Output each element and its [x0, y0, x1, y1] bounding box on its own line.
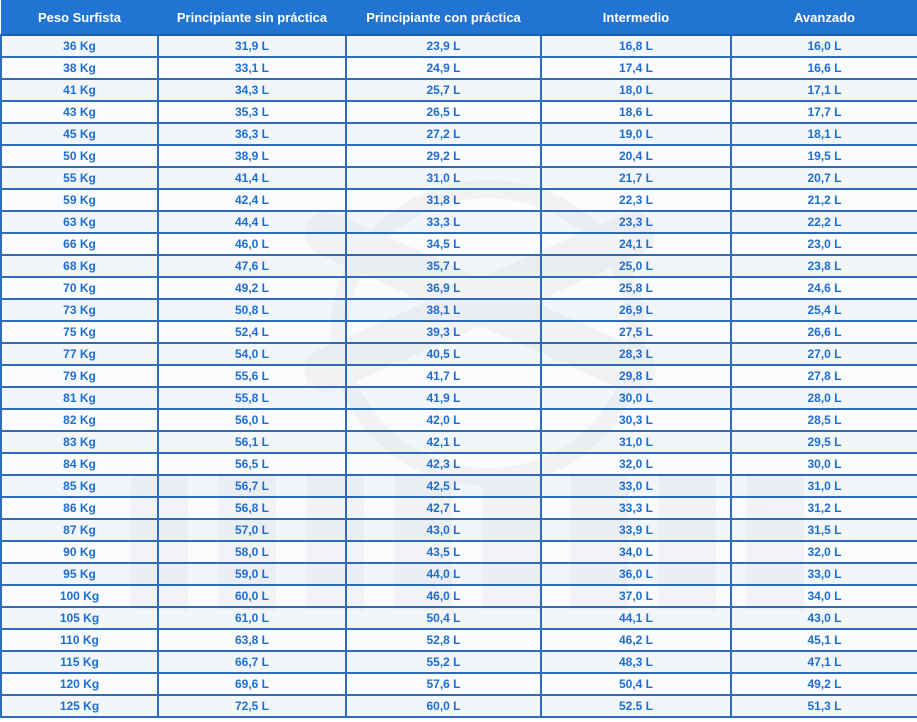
volume-cell: 46,0 L: [158, 233, 346, 255]
weight-cell: 105 Kg: [1, 607, 158, 629]
weight-cell: 63 Kg: [1, 211, 158, 233]
volume-cell: 31,2 L: [731, 497, 917, 519]
volume-cell: 31,0 L: [731, 475, 917, 497]
volume-cell: 24,6 L: [731, 277, 917, 299]
volume-cell: 41,4 L: [158, 167, 346, 189]
volume-cell: 54,0 L: [158, 343, 346, 365]
weight-cell: 59 Kg: [1, 189, 158, 211]
weight-cell: 43 Kg: [1, 101, 158, 123]
column-header-principiante-sin-practica: Principiante sin práctica: [158, 0, 346, 35]
column-header-peso-surfista: Peso Surfista: [1, 0, 158, 35]
volume-cell: 33,1 L: [158, 57, 346, 79]
volume-cell: 46,0 L: [346, 585, 541, 607]
volume-cell: 41,9 L: [346, 387, 541, 409]
table-row: [1, 431, 917, 453]
volume-cell: 45,1 L: [731, 629, 917, 651]
volume-cell: 18,0 L: [541, 79, 731, 101]
volume-cell: 31,5 L: [731, 519, 917, 541]
volume-cell: 26,6 L: [731, 321, 917, 343]
volume-cell: 34,0 L: [541, 541, 731, 563]
volume-cell: 30,0 L: [731, 453, 917, 475]
volume-cell: 60,0 L: [158, 585, 346, 607]
volume-cell: 20,7 L: [731, 167, 917, 189]
volume-cell: 16,6 L: [731, 57, 917, 79]
volume-cell: 42,7 L: [346, 497, 541, 519]
volume-cell: 33,0 L: [541, 475, 731, 497]
weight-cell: 77 Kg: [1, 343, 158, 365]
volume-cell: 23,8 L: [731, 255, 917, 277]
weight-cell: 68 Kg: [1, 255, 158, 277]
volume-cell: 58,0 L: [158, 541, 346, 563]
volume-cell: 40,5 L: [346, 343, 541, 365]
weight-cell: 125 Kg: [1, 695, 158, 717]
volume-cell: 30,0 L: [541, 387, 731, 409]
volume-cell: 37,0 L: [541, 585, 731, 607]
weight-cell: 50 Kg: [1, 145, 158, 167]
volume-cell: 55,2 L: [346, 651, 541, 673]
table-row: [1, 101, 917, 123]
volume-cell: 31,0 L: [346, 167, 541, 189]
table-row: [1, 541, 917, 563]
volume-cell: 66,7 L: [158, 651, 346, 673]
volume-cell: 55,8 L: [158, 387, 346, 409]
volume-cell: 27,8 L: [731, 365, 917, 387]
volume-cell: 18,6 L: [541, 101, 731, 123]
volume-cell: 21,2 L: [731, 189, 917, 211]
table-body: [1, 35, 917, 717]
volume-cell: 49,2 L: [731, 673, 917, 695]
weight-cell: 66 Kg: [1, 233, 158, 255]
volume-cell: 33,9 L: [541, 519, 731, 541]
weight-cell: 82 Kg: [1, 409, 158, 431]
volume-cell: 31,9 L: [158, 35, 346, 57]
table-row: [1, 167, 917, 189]
weight-cell: 81 Kg: [1, 387, 158, 409]
weight-cell: 86 Kg: [1, 497, 158, 519]
volume-cell: 21,7 L: [541, 167, 731, 189]
weight-cell: 41 Kg: [1, 79, 158, 101]
volume-cell: 50,8 L: [158, 299, 346, 321]
volume-cell: 25,7 L: [346, 79, 541, 101]
volume-cell: 28,5 L: [731, 409, 917, 431]
header-row: [1, 0, 917, 35]
volume-cell: 44,0 L: [346, 563, 541, 585]
volume-cell: 56,7 L: [158, 475, 346, 497]
weight-cell: 38 Kg: [1, 57, 158, 79]
volume-cell: 36,3 L: [158, 123, 346, 145]
table-row: [1, 255, 917, 277]
volume-cell: 42,0 L: [346, 409, 541, 431]
table-row: [1, 35, 917, 57]
table-row: [1, 277, 917, 299]
volume-cell: 35,3 L: [158, 101, 346, 123]
volume-cell: 27,0 L: [731, 343, 917, 365]
table-row: [1, 343, 917, 365]
volume-cell: 56,0 L: [158, 409, 346, 431]
weight-cell: 55 Kg: [1, 167, 158, 189]
volume-cell: 52,4 L: [158, 321, 346, 343]
volume-cell: 23,9 L: [346, 35, 541, 57]
volume-cell: 16,0 L: [731, 35, 917, 57]
table-row: [1, 79, 917, 101]
volume-cell: 55,6 L: [158, 365, 346, 387]
volume-cell: 31,0 L: [541, 431, 731, 453]
volume-cell: 25,0 L: [541, 255, 731, 277]
table-row: [1, 233, 917, 255]
volume-cell: 28,3 L: [541, 343, 731, 365]
volume-cell: 52,8 L: [346, 629, 541, 651]
volume-cell: 42,4 L: [158, 189, 346, 211]
volume-cell: 16,8 L: [541, 35, 731, 57]
volume-cell: 24,9 L: [346, 57, 541, 79]
volume-cell: 29,2 L: [346, 145, 541, 167]
volume-cell: 34,5 L: [346, 233, 541, 255]
volume-cell: 36,9 L: [346, 277, 541, 299]
volume-cell: 50,4 L: [541, 673, 731, 695]
volume-cell: 34,3 L: [158, 79, 346, 101]
volume-cell: 69,6 L: [158, 673, 346, 695]
table-row: [1, 57, 917, 79]
volume-cell: 25,4 L: [731, 299, 917, 321]
volume-cell: 20,4 L: [541, 145, 731, 167]
volume-cell: 38,9 L: [158, 145, 346, 167]
volume-cell: 46,2 L: [541, 629, 731, 651]
weight-cell: 84 Kg: [1, 453, 158, 475]
volume-cell: 19,5 L: [731, 145, 917, 167]
weight-cell: 70 Kg: [1, 277, 158, 299]
table-row: [1, 629, 917, 651]
volume-cell: 56,8 L: [158, 497, 346, 519]
volume-cell: 33,0 L: [731, 563, 917, 585]
volume-cell: 42,5 L: [346, 475, 541, 497]
volume-cell: 60,0 L: [346, 695, 541, 717]
column-header-principiante-con-practica: Principiante con práctica: [346, 0, 541, 35]
volume-cell: 57,6 L: [346, 673, 541, 695]
volume-cell: 19,0 L: [541, 123, 731, 145]
volume-cell: 47,1 L: [731, 651, 917, 673]
volume-cell: 17,1 L: [731, 79, 917, 101]
volume-cell: 59,0 L: [158, 563, 346, 585]
volume-cell: 63,8 L: [158, 629, 346, 651]
volume-cell: 23,0 L: [731, 233, 917, 255]
volume-cell: 17,4 L: [541, 57, 731, 79]
volume-cell: 17,7 L: [731, 101, 917, 123]
table-row: [1, 607, 917, 629]
volume-cell: 56,1 L: [158, 431, 346, 453]
volume-cell: 47,6 L: [158, 255, 346, 277]
weight-cell: 45 Kg: [1, 123, 158, 145]
table-row: [1, 475, 917, 497]
volume-cell: 29,8 L: [541, 365, 731, 387]
weight-cell: 90 Kg: [1, 541, 158, 563]
volume-cell: 30,3 L: [541, 409, 731, 431]
volume-cell: 33,3 L: [541, 497, 731, 519]
table-row: [1, 365, 917, 387]
table-row: [1, 189, 917, 211]
volume-cell: 43,0 L: [346, 519, 541, 541]
volume-cell: 32,0 L: [731, 541, 917, 563]
table-row: [1, 651, 917, 673]
column-header-avanzado: Avanzado: [731, 0, 917, 35]
weight-cell: 79 Kg: [1, 365, 158, 387]
volume-cell: 38,1 L: [346, 299, 541, 321]
weight-cell: 83 Kg: [1, 431, 158, 453]
table-row: [1, 299, 917, 321]
weight-cell: 73 Kg: [1, 299, 158, 321]
weight-cell: 120 Kg: [1, 673, 158, 695]
volume-cell: 31,8 L: [346, 189, 541, 211]
volume-cell: 18,1 L: [731, 123, 917, 145]
table-row: [1, 695, 917, 717]
column-header-intermedio: Intermedio: [541, 0, 731, 35]
volume-cell: 61,0 L: [158, 607, 346, 629]
volume-cell: 44,1 L: [541, 607, 731, 629]
weight-cell: 115 Kg: [1, 651, 158, 673]
table-row: [1, 453, 917, 475]
volume-cell: 36,0 L: [541, 563, 731, 585]
table-row: [1, 321, 917, 343]
volume-cell: 27,2 L: [346, 123, 541, 145]
weight-cell: 85 Kg: [1, 475, 158, 497]
volume-cell: 25,8 L: [541, 277, 731, 299]
weight-cell: 75 Kg: [1, 321, 158, 343]
volume-cell: 49,2 L: [158, 277, 346, 299]
volume-cell: 42,1 L: [346, 431, 541, 453]
volume-cell: 52.5 L: [541, 695, 731, 717]
weight-cell: 110 Kg: [1, 629, 158, 651]
volume-cell: 44,4 L: [158, 211, 346, 233]
volume-cell: 34,0 L: [731, 585, 917, 607]
table-row: [1, 387, 917, 409]
volume-cell: 48,3 L: [541, 651, 731, 673]
table-row: [1, 673, 917, 695]
volume-cell: 51,3 L: [731, 695, 917, 717]
volume-cell: 33,3 L: [346, 211, 541, 233]
volume-cell: 22,3 L: [541, 189, 731, 211]
volume-cell: 24,1 L: [541, 233, 731, 255]
table-row: [1, 585, 917, 607]
table-row: [1, 519, 917, 541]
volume-cell: 57,0 L: [158, 519, 346, 541]
volume-cell: 43,0 L: [731, 607, 917, 629]
volume-cell: 22,2 L: [731, 211, 917, 233]
table-row: [1, 145, 917, 167]
weight-cell: 95 Kg: [1, 563, 158, 585]
volume-cell: 29,5 L: [731, 431, 917, 453]
volume-cell: 23,3 L: [541, 211, 731, 233]
volume-cell: 72,5 L: [158, 695, 346, 717]
table-row: [1, 563, 917, 585]
volume-cell: 26,5 L: [346, 101, 541, 123]
volume-cell: 41,7 L: [346, 365, 541, 387]
volume-cell: 26,9 L: [541, 299, 731, 321]
volume-cell: 28,0 L: [731, 387, 917, 409]
table-row: [1, 123, 917, 145]
table-row: [1, 497, 917, 519]
weight-cell: 100 Kg: [1, 585, 158, 607]
volume-cell: 56,5 L: [158, 453, 346, 475]
table-row: [1, 211, 917, 233]
volume-cell: 43,5 L: [346, 541, 541, 563]
volume-cell: 39,3 L: [346, 321, 541, 343]
table-row: [1, 409, 917, 431]
weight-cell: 87 Kg: [1, 519, 158, 541]
volume-cell: 42,3 L: [346, 453, 541, 475]
volume-cell: 27,5 L: [541, 321, 731, 343]
volume-cell: 50,4 L: [346, 607, 541, 629]
volume-cell: 32,0 L: [541, 453, 731, 475]
volume-cell: 35,7 L: [346, 255, 541, 277]
weight-cell: 36 Kg: [1, 35, 158, 57]
